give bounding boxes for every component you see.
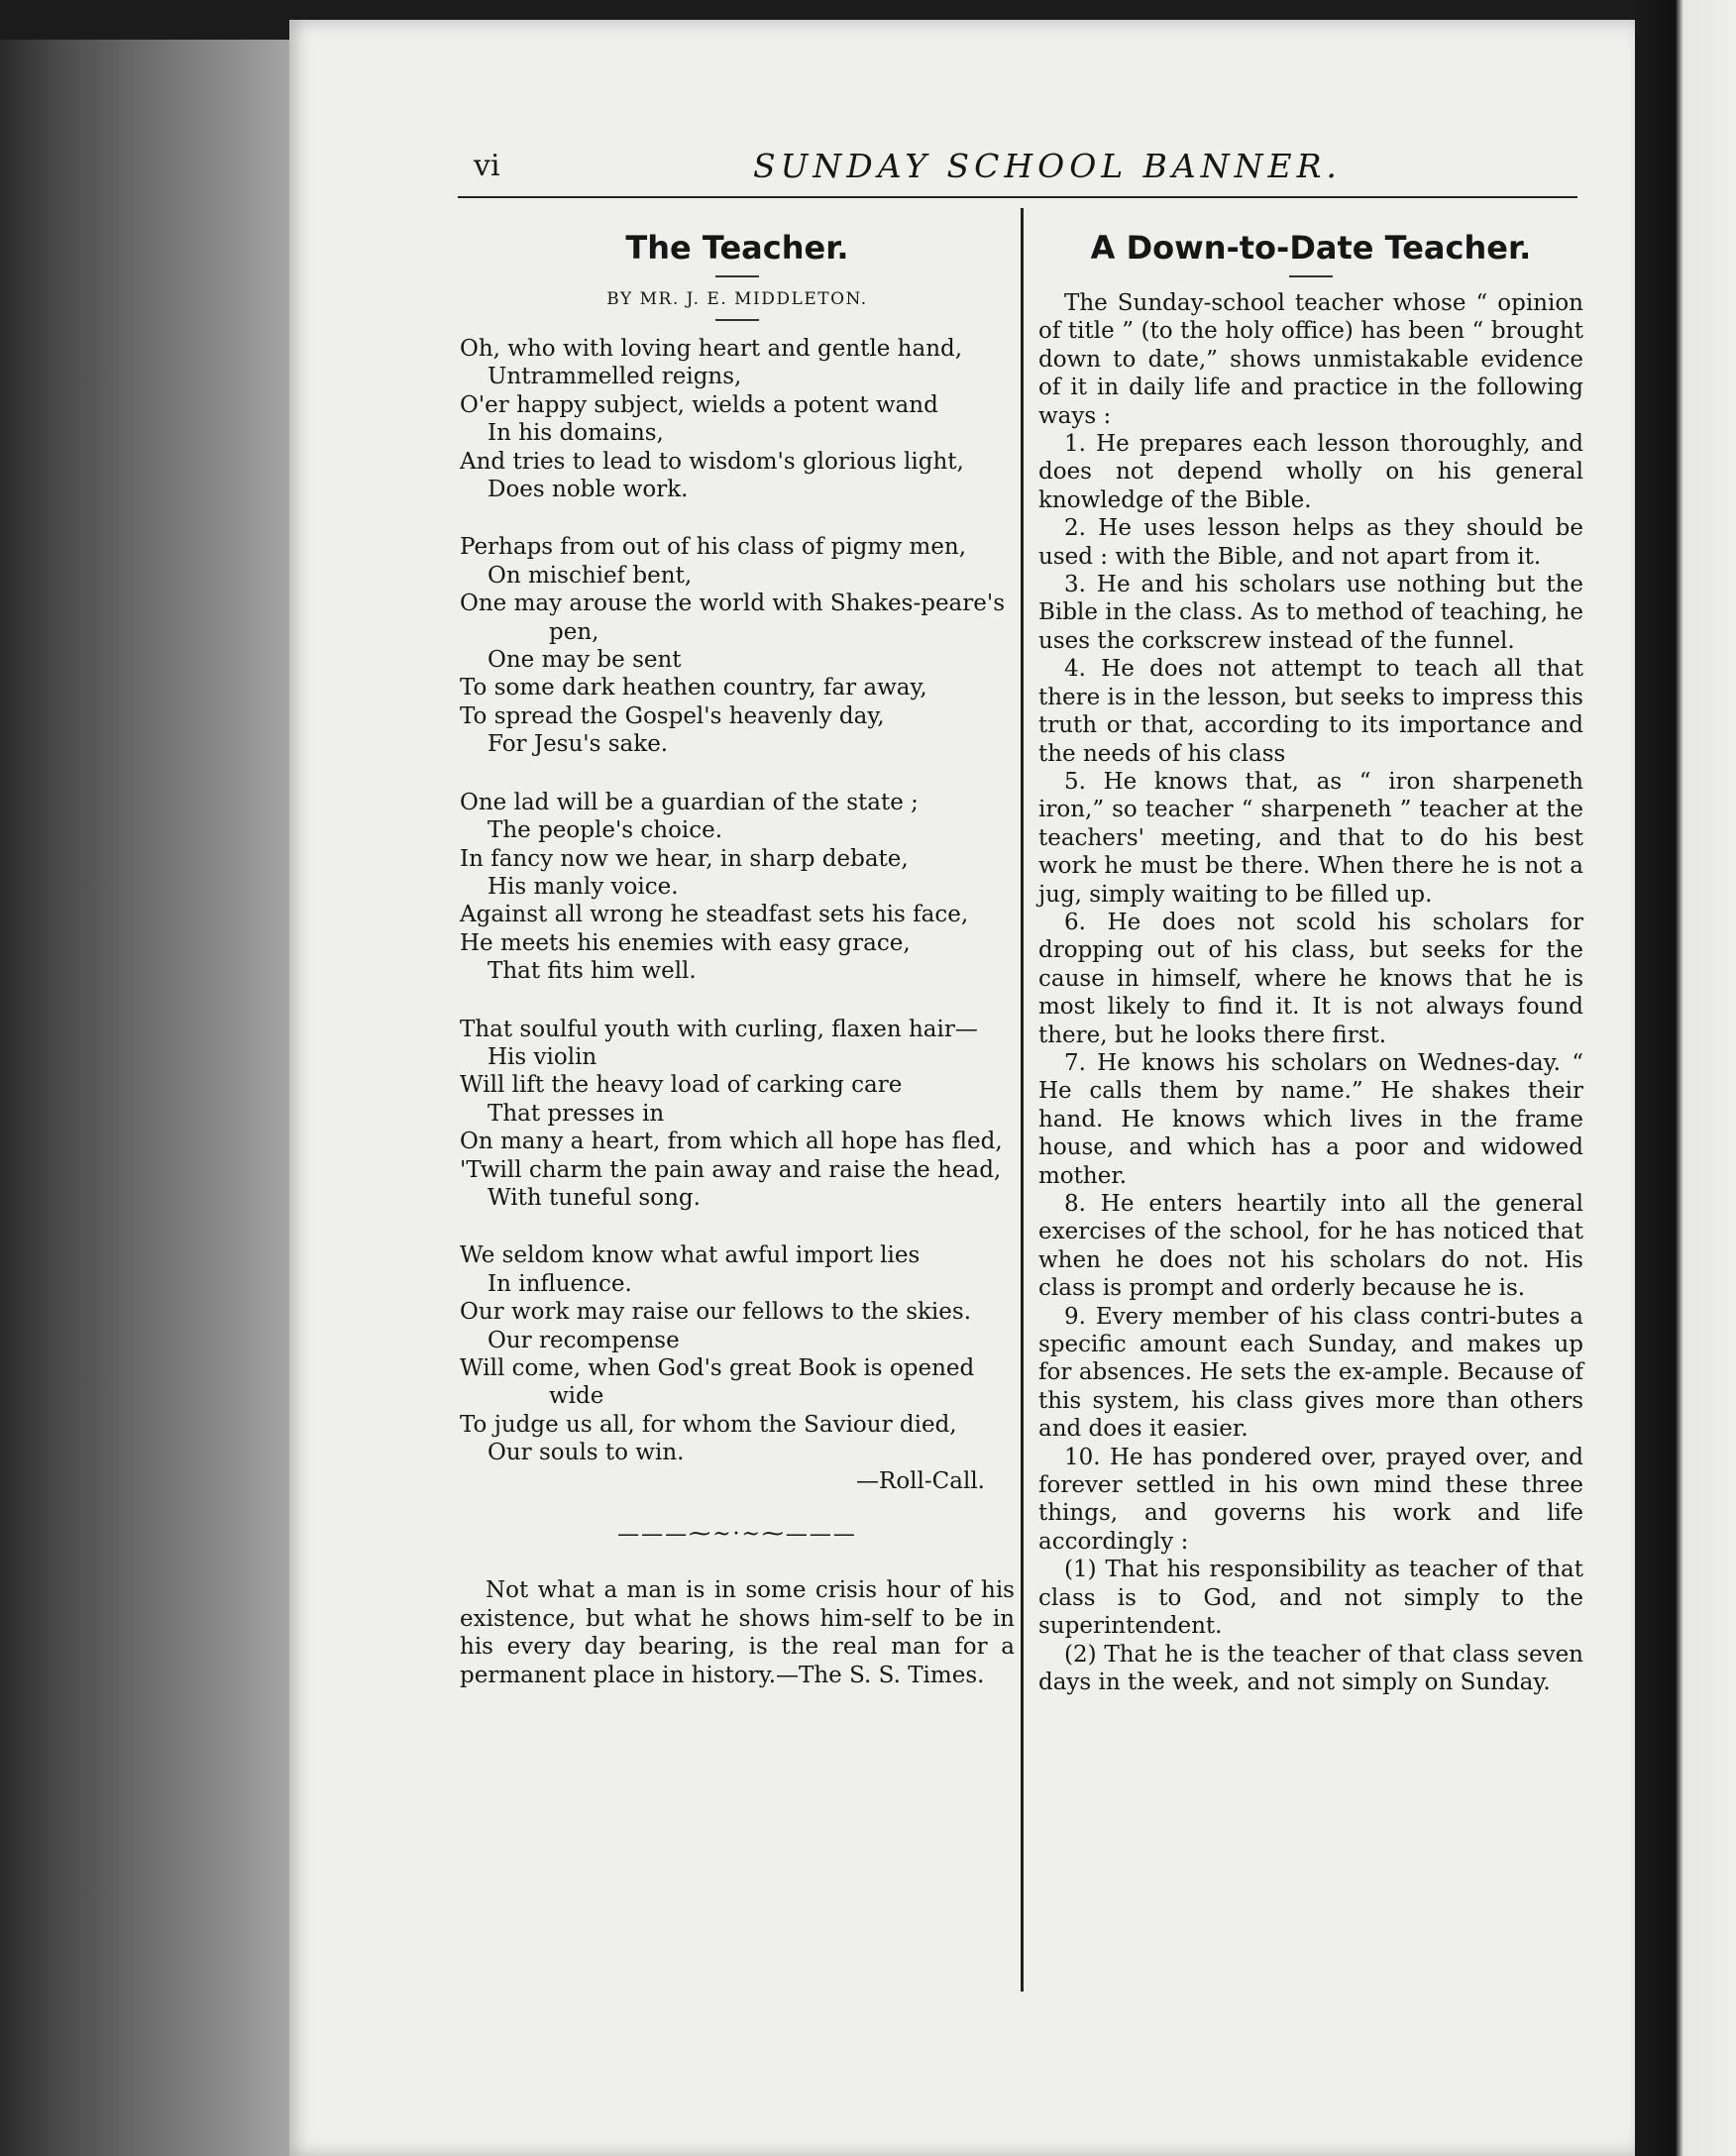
- poem-line: Perhaps from out of his class of pigmy men,: [460, 534, 967, 561]
- column-rule: [1021, 208, 1024, 1992]
- article-item: 3. He and his scholars use nothing but the Bible in the class. As to method of teaching, he uses the corkscrew instead of the funnel.: [1038, 572, 1583, 654]
- book-spine-edge: [0, 40, 297, 2156]
- poem-stanza: [460, 335, 1015, 503]
- poem-line: His manly voice.: [488, 873, 679, 900]
- poem-line: Our souls to win.: [488, 1440, 685, 1466]
- poem-line: One may be sent: [488, 647, 682, 674]
- poem-byline: BY MR. J. E. MIDDLETON.: [606, 289, 868, 309]
- article-item: 6. He does not scold his scholars for dropping out of his class, but seeks for the cause in himself, where he knows that he is most likely to find it. It is not always found there, but he looks there first.: [1038, 909, 1583, 1048]
- article-intro: The Sunday-school teacher whose “ opinion of title ” (to the holy office) has been “ brought down to date,” shows unmistakable evidence of it in daily life and practice in the following ways :: [1038, 290, 1583, 429]
- poem-line: His violin: [488, 1043, 597, 1070]
- article-item: 5. He knows that, as “ iron sharpeneth iron,” so teacher “ sharpeneth ” teacher at the teachers' meeting, and that to do his best work he must be there. When there he is not a jug, simply waiting to be filled up.: [1038, 768, 1583, 908]
- header-rule: [458, 196, 1577, 198]
- poem-line: In fancy now we hear, in sharp debate,: [460, 845, 909, 872]
- poem-line: And tries to lead to wisdom's glorious light,: [460, 448, 964, 475]
- poem-line: To judge us all, for whom the Saviour died,: [460, 1411, 957, 1438]
- poem-line: That soulful youth with curling, flaxen hair—: [460, 1016, 978, 1042]
- right-column: [1038, 226, 1583, 1696]
- poem-stanza: [460, 533, 1015, 758]
- poem-line: On mischief bent,: [488, 562, 693, 589]
- poem-line: We seldom know what awful import lies: [460, 1242, 921, 1269]
- article-item: 1. He prepares each lesson thoroughly, and does not depend wholly on his general knowledge of the Bible.: [1038, 431, 1583, 513]
- poem-line: Oh, who with loving heart and gentle hand,: [460, 336, 963, 362]
- poem-stanza: [460, 789, 1015, 986]
- poem-stanza: [460, 1241, 1015, 1466]
- article-title-rule: [1289, 275, 1333, 277]
- page-number: vi: [474, 149, 500, 183]
- poem-line: To some dark heathen country, far away,: [460, 675, 927, 701]
- poem-line: Our recompense: [488, 1327, 680, 1353]
- article-item: 7. He knows his scholars on Wednes-day. “ He calls them by name.” He shakes their hand. He knows which lives in the frame house, and which has a poor and widowed mother.: [1038, 1049, 1583, 1189]
- running-head: SUNDAY SCHOOL BANNER.: [753, 147, 1342, 185]
- article-title: A Down-to-Date Teacher.: [1090, 229, 1532, 267]
- poem-line: 'Twill charm the pain away and raise the head,: [460, 1156, 1002, 1183]
- article-item: 10. He has pondered over, prayed over, and forever settled in his own mind these three things, and governs his work and life accordingly :: [1038, 1444, 1583, 1555]
- poem-line: The people's choice.: [488, 817, 723, 844]
- article-item: 8. He enters heartily into all the general exercises of the school, for he has noticed that when he does not his scholars do not. His class is prompt and orderly because he is.: [1038, 1191, 1583, 1302]
- poem-line: On many a heart, from which all hope has fled,: [460, 1129, 1003, 1155]
- quote-paragraph: Not what a man is in some crisis hour of his existence, but what he shows him-self to be in his every day bearing, is the real man for a permanent place in history.—The S. S. Times.: [460, 1577, 1015, 1688]
- section-ornament: ———⁓~·~⁓———: [617, 1522, 857, 1548]
- article-items: [1038, 430, 1583, 1696]
- poem-line: One may arouse the world with Shakes-peare's pen,: [460, 591, 1006, 645]
- poem-line: One lad will be a guardian of the state ;: [460, 789, 919, 815]
- article-item: 2. He uses lesson helps as they should be used : with the Bible, and not apart from it.: [1038, 515, 1583, 570]
- poem-line: For Jesu's sake.: [488, 731, 669, 758]
- poem-line: O'er happy subject, wields a potent wand: [460, 391, 938, 418]
- poem-line: That fits him well.: [488, 958, 697, 985]
- poem-body: [460, 335, 1015, 1467]
- poem-line: Untrammelled reigns,: [488, 364, 742, 390]
- poem-line: In his domains,: [488, 420, 664, 447]
- byline-rule: [715, 319, 759, 321]
- poem-line: Does noble work.: [488, 477, 689, 503]
- left-column: [460, 226, 1015, 1689]
- poem-stanza: [460, 1016, 1015, 1213]
- article-item: (2) That he is the teacher of that class seven days in the week, and not simply on Sunday.: [1038, 1641, 1583, 1695]
- poem-line: Will lift the heavy load of carking care: [460, 1072, 903, 1099]
- poem-line: That presses in: [488, 1100, 665, 1127]
- poem-line: With tuneful song.: [488, 1184, 701, 1211]
- poem-line: In influence.: [488, 1270, 632, 1297]
- title-rule: [715, 275, 759, 277]
- article-item: 9. Every member of his class contri-butes a specific amount each Sunday, and makes up for absences. He sets the ex-ample. Because of this system, his class gives more than others and does it easier.: [1038, 1303, 1583, 1443]
- poem-line: Will come, when God's great Book is opened wide: [460, 1355, 975, 1410]
- poem-line: Against all wrong he steadfast sets his face,: [460, 902, 969, 928]
- poem-title: The Teacher.: [625, 229, 849, 267]
- facing-page-edge: [1635, 0, 1736, 2156]
- poem-line: He meets his enemies with easy grace,: [460, 929, 911, 956]
- article-item: (1) That his responsibility as teacher of that class is to God, and not simply to the superintendent.: [1038, 1557, 1583, 1640]
- article-item: 4. He does not attempt to teach all that there is in the lesson, but seeks to impress this truth or that, according to its importance and the needs of his class: [1038, 656, 1583, 767]
- poem-line: To spread the Gospel's heavenly day,: [460, 702, 885, 729]
- poem-attribution: —Roll-Call.: [856, 1467, 985, 1494]
- poem-line: Our work may raise our fellows to the skies.: [460, 1299, 972, 1326]
